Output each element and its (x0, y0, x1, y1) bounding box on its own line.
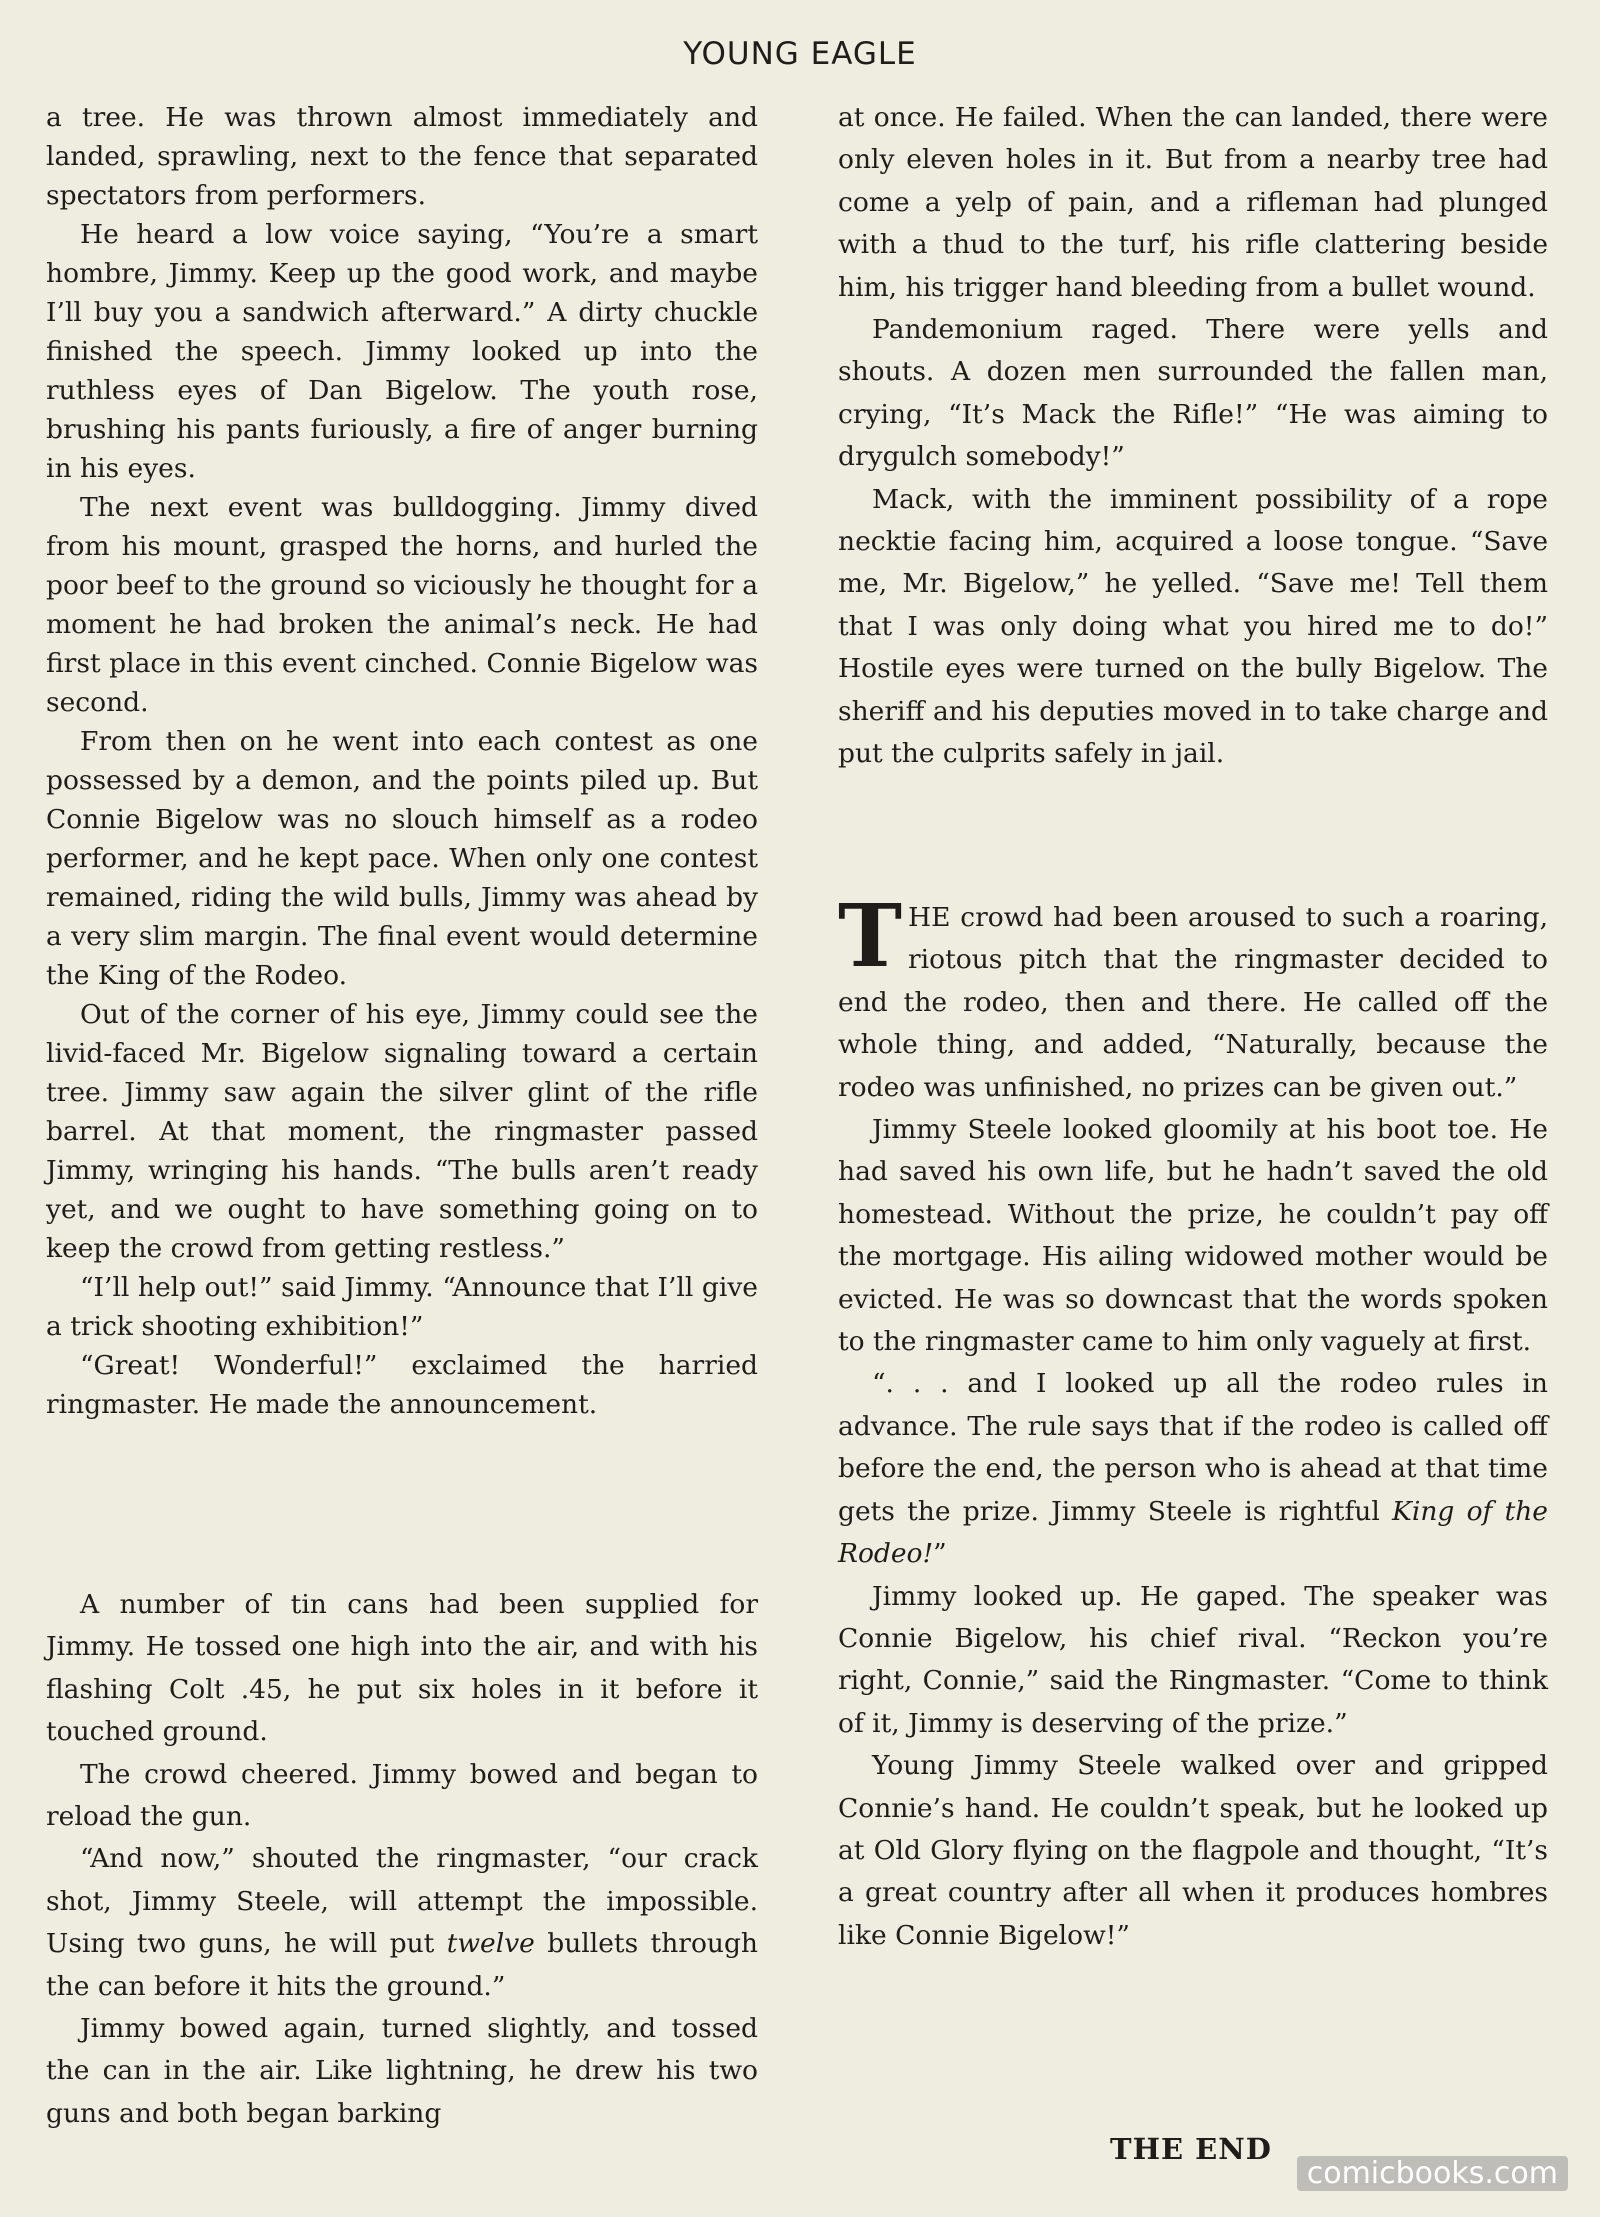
paragraph: Jimmy looked up. He gaped. The speaker was Connie Bigelow, his chief rival. “Reckon you’re right, Connie,” said the Ringmaster. “Come to think of it, Jimmy is deserving of the prize.” (838, 1580, 1548, 1739)
paragraph: a tree. He was thrown almost immediately and landed, sprawling, next to the fence that separated spectators from performers. (46, 102, 758, 211)
page-header: YOUNG EAGLE (683, 36, 917, 72)
paragraph: From then on he went into each contest as one possessed by a demon, and the points piled up. But Connie Bigelow was no slouch himself as a rodeo performer, and he kept pace. When only one contest remained, riding the wild bulls, Jimmy was ahead by a very slim margin. The final event would determine the King of the Rodeo. (46, 726, 758, 991)
right-column (838, 97, 1548, 776)
right-column-lower (838, 886, 1548, 1957)
emphasis: twelve (446, 1928, 535, 1960)
text-span: “And now,” shouted the ringmaster, “our crack shot, Jimmy Steele, will attempt the impossible. Using two guns, he will put (46, 1843, 758, 1960)
paragraph: Pandemonium raged. There were yells and shouts. A dozen men surrounded the fallen man, crying, “It’s Mack the Rifle!” “He was aiming to drygulch somebody!” (838, 314, 1548, 473)
paragraph: He heard a low voice saying, “You’re a smart hombre, Jimmy. Keep up the good work, and maybe I’ll buy you a sandwich afterward.” A dirty chuckle finished the speech. Jimmy looked up into the ruthless eyes of Dan Bigelow. The youth rose, brushing his pants furiously, a fire of anger burning in his eyes. (46, 219, 758, 484)
paragraph (838, 1363, 1548, 1575)
paragraph: Young Jimmy Steele walked over and gripped Connie’s hand. He couldn’t speak, but he looked up at Old Glory flying on the flagpole and thought, “It’s a great country after all when it produces hombres like Connie Bigelow!” (838, 1750, 1548, 1951)
paragraph: Jimmy bowed again, turned slightly, and tossed the can in the air. Like lightning, he drew his two guns and both began barking (46, 2013, 758, 2129)
text-span: “. . . and I looked up all the rodeo rules in advance. The rule says that if the rodeo is called off before the end, the person who is ahead at that time gets the prize. Jimmy Steele is rightful (838, 1368, 1548, 1527)
drop-cap: T (838, 886, 902, 987)
paragraph: Mack, with the imminent possibility of a rope necktie facing him, acquired a loose tongue. “Save me, Mr. Bigelow,” he yelled. “Save me! Tell them that I was only doing what you hired me to do!” Hostile eyes were turned on the bully Bigelow. The sheriff and his deputies moved in to take charge and put the culprits safely in jail. (838, 483, 1548, 770)
paragraph (838, 886, 1548, 1109)
paragraph: The next event was bulldogging. Jimmy dived from his mount, grasped the horns, and hurled the poor beef to the ground so viciously he thought for a moment he had broken the animal’s neck. He had first place in this event cinched. Connie Bigelow was second. (46, 492, 758, 718)
paragraph (46, 1838, 758, 2008)
paragraph: Out of the corner of his eye, Jimmy could see the livid-faced Mr. Bigelow signaling toward a certain tree. Jimmy saw again the silver glint of the rifle barrel. At that moment, the ringmaster passed Jimmy, wringing his hands. “The bulls aren’t ready yet, and we ought to have something going on to keep the crowd from getting restless.” (46, 999, 758, 1264)
emphasis: King of the Rodeo! (838, 1495, 1548, 1570)
watermark: comicbooks.com (1297, 2156, 1568, 2191)
text-span: HE crowd had been aroused to such a roaring, riotous pitch that the ringmaster decided to end the rodeo, then and there. He called off the whole thing, and added, “Naturally, because the rodeo was unfinished, no prizes can be given out.” (838, 902, 1548, 1103)
text-span: ” (933, 1538, 947, 1570)
paragraph: The crowd cheered. Jimmy bowed and began to reload the gun. (46, 1758, 758, 1833)
the-end-label: THE END (1110, 2132, 1272, 2166)
paragraph: “I’ll help out!” said Jimmy. “Announce that I’ll give a trick shooting exhibition!” (46, 1272, 758, 1342)
paragraph: “Great! Wonderful!” exclaimed the harried ringmaster. He made the announcement. (46, 1350, 758, 1420)
paragraph: Jimmy Steele looked gloomily at his boot toe. He had saved his own life, but he hadn’t saved the old homestead. Without the prize, he couldn’t pay off the mortgage. His ailing widowed mother would be evicted. He was so downcast that the words spoken to the ringmaster came to him only vaguely at first. (838, 1114, 1548, 1358)
text-span: bullets through the can before it hits the ground.” (46, 1928, 758, 2002)
paragraph: A number of tin cans had been supplied for Jimmy. He tossed one high into the air, and with his flashing Colt .45, he put six holes in it before it touched ground. (46, 1589, 758, 1748)
left-column-lower (46, 1584, 758, 2135)
paragraph: at once. He failed. When the can landed, there were only eleven holes in it. But from a nearby tree had come a yelp of pain, and a rifleman had plunged with a thud to the turf, his rifle clattering beside him, his trigger hand bleeding from a bullet wound. (838, 102, 1548, 303)
left-column (46, 98, 758, 1424)
